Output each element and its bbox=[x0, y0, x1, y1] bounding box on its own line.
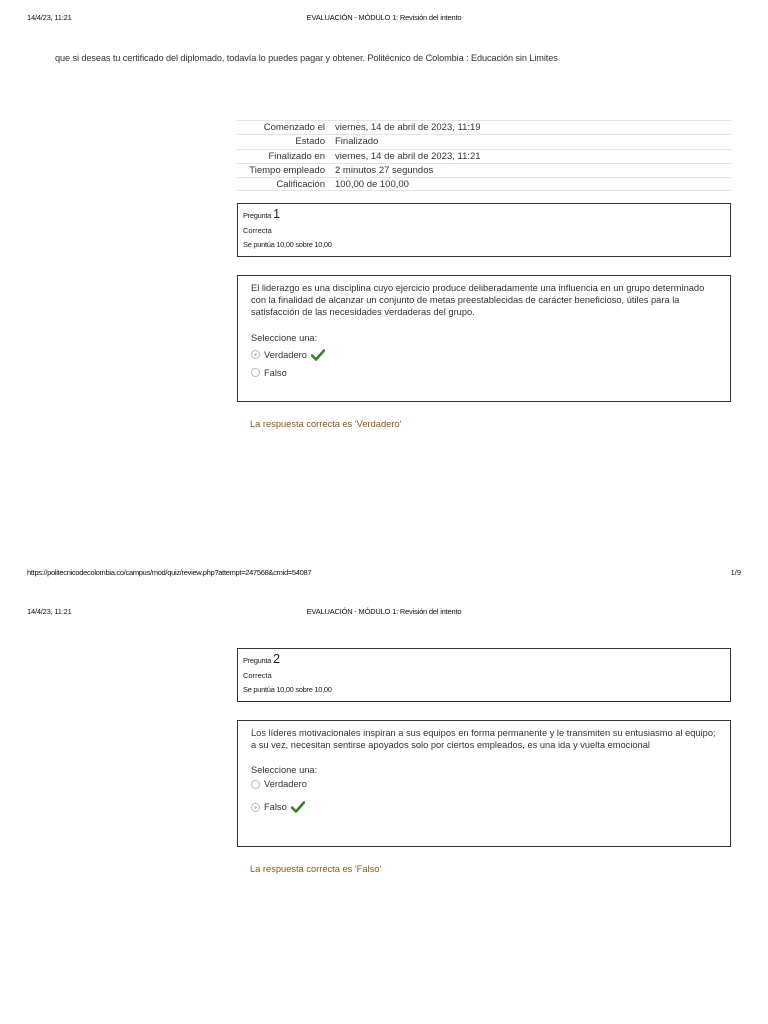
question-text: El liderazgo es una disciplina cuyo ejercicio produce deliberadamente una influencia en un grupo determinado con la finalidad de alcanzar un conjunto de metas preestablecidas de carácter beneficioso, útiles para la satisfacción de las necesidades verdaderas del grupo. bbox=[251, 283, 705, 318]
question-grade: Se puntúa 10,00 sobre 10,00 bbox=[243, 240, 332, 249]
print-timestamp: 14/4/23, 11:21 bbox=[27, 607, 72, 616]
radio-button[interactable] bbox=[251, 780, 260, 789]
summary-row-time bbox=[237, 163, 731, 177]
question-number-value: 1 bbox=[273, 207, 281, 221]
radio-button-selected[interactable] bbox=[251, 803, 260, 812]
answer-option-verdadero[interactable] bbox=[251, 348, 717, 362]
page-number: 1/9 bbox=[730, 568, 741, 577]
summary-value: Finalizado bbox=[335, 136, 379, 148]
summary-value: viernes, 14 de abril de 2023, 11:19 bbox=[335, 122, 481, 134]
question-text: Los líderes motivacionales inspiran a sus equipos en forma permanente y le transmiten su entusiasmo al equipo; a su vez, necesitan sentirse apoyados solo por ciertos empleados, es una ida y vuelta emocional bbox=[251, 728, 716, 751]
question-number bbox=[243, 652, 725, 668]
radio-button[interactable] bbox=[251, 368, 260, 377]
question-info-box bbox=[237, 203, 731, 257]
summary-label: Finalizado en bbox=[268, 150, 325, 162]
summary-value: 100,00 de 100,00 bbox=[335, 178, 409, 190]
summary-value: 2 minutos 27 segundos bbox=[335, 165, 434, 177]
question-number-value: 2 bbox=[273, 652, 281, 666]
option-label: Verdadero bbox=[264, 779, 307, 790]
print-header bbox=[0, 607, 768, 621]
print-timestamp: 14/4/23, 11:21 bbox=[27, 13, 72, 22]
answer-prompt: Seleccione una: bbox=[251, 332, 318, 343]
answer-prompt: Seleccione una: bbox=[251, 765, 318, 776]
summary-label: Calificación bbox=[276, 178, 325, 190]
question-grade: Se puntúa 10,00 sobre 10,00 bbox=[243, 685, 332, 694]
summary-row-state bbox=[237, 134, 731, 148]
print-header bbox=[0, 13, 768, 27]
question-number bbox=[243, 207, 725, 223]
check-icon bbox=[291, 801, 305, 813]
correct-answer-feedback: La respuesta correcta es 'Verdadero' bbox=[250, 419, 402, 429]
summary-label: Comenzado el bbox=[263, 122, 325, 134]
option-label: Falso bbox=[264, 802, 287, 813]
question-state: Correcta bbox=[243, 671, 272, 680]
option-label: Verdadero bbox=[264, 349, 307, 360]
radio-button-selected[interactable] bbox=[251, 350, 260, 359]
question-state: Correcta bbox=[243, 226, 272, 235]
option-label: Falso bbox=[264, 367, 287, 378]
intro-text: que si deseas tu certificado del diplomado, todavía lo puedes pagar y obtener. Politécnico de Colombia : Educación sin Limites bbox=[55, 53, 558, 63]
print-title: EVALUACIÓN - MÓDULO 1: Revisión del intento bbox=[306, 607, 462, 616]
attempt-summary-table bbox=[237, 120, 731, 191]
question-label: Pregunta bbox=[243, 211, 272, 220]
answer-option-falso[interactable] bbox=[251, 800, 717, 814]
summary-value: viernes, 14 de abril de 2023, 11:21 bbox=[335, 150, 481, 162]
summary-label: Tiempo empleado bbox=[249, 165, 325, 177]
correct-answer-feedback: La respuesta correcta es 'Falso' bbox=[250, 864, 382, 874]
page-url: https://politecnicodecolombia.co/campus/mod/quiz/review.php?attempt=247568&cmid=54087 bbox=[27, 568, 312, 577]
summary-label: Estado bbox=[295, 136, 325, 148]
check-icon bbox=[311, 349, 325, 361]
answer-option-falso[interactable] bbox=[251, 366, 717, 380]
question-content-box bbox=[237, 275, 731, 402]
question-content-box bbox=[237, 720, 731, 847]
question-info-box bbox=[237, 648, 731, 702]
summary-row-started bbox=[237, 120, 731, 134]
print-title: EVALUACIÓN - MÓDULO 1: Revisión del intento bbox=[306, 13, 462, 22]
question-label: Pregunta bbox=[243, 656, 272, 665]
answer-option-verdadero[interactable] bbox=[251, 777, 717, 791]
summary-row-finished bbox=[237, 149, 731, 163]
summary-row-grade bbox=[237, 177, 731, 191]
